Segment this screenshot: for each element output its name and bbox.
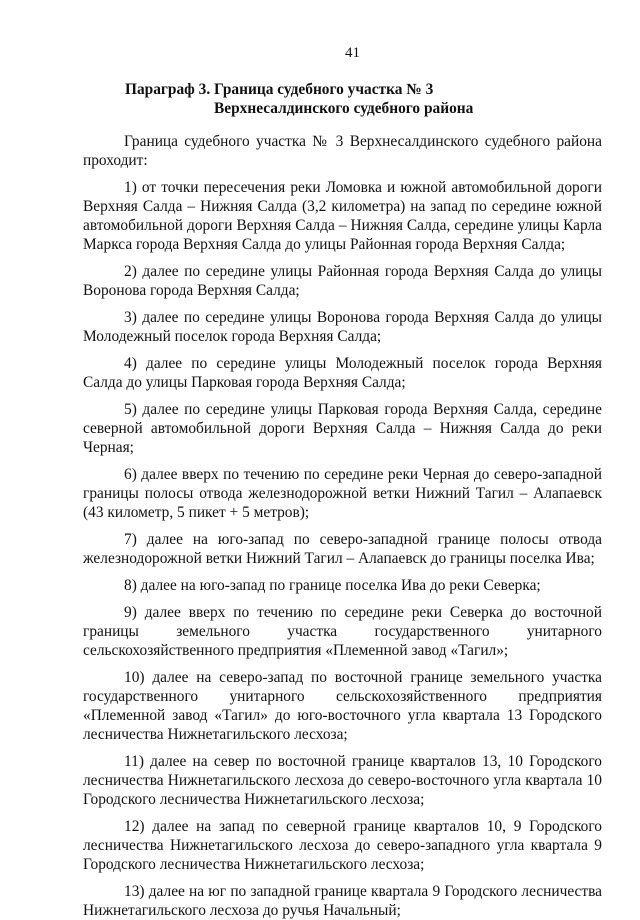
- page-number: 41: [345, 45, 360, 61]
- list-item: 1) от точки пересечения реки Ломовка и южной автомобильной дороги Верхняя Салда – Нижняя Салда (3,2 километра) на запад по середине южной автомобильной дороги Верхняя Салда – Нижняя Салда, середине улицы Карла Маркса города Верхняя Салда до улицы Районная города Верхняя Салда;: [83, 179, 602, 253]
- list-item: 12) далее на запад по северной границе кварталов 10, 9 Городского лесничества Нижнетагильского лесхоза до северо-западного угла квартала 9 Городского лесничества Нижнетагильского лесхоза;: [83, 818, 602, 873]
- list-item: 13) далее на юг по западной границе квартала 9 Городского лесничества Нижнетагильского лесхоза до ручья Начальный;: [83, 883, 602, 919]
- list-item: 8) далее на юго-запад по границе поселка Ива до реки Северка;: [124, 577, 541, 594]
- section-heading: [83, 80, 602, 118]
- list-item: 2) далее по середине улицы Районная города Верхняя Салда до улицы Воронова города Верхняя Салда;: [83, 263, 602, 299]
- list-item: 5) далее по середине улицы Парковая города Верхняя Салда, середине северной автомобильной дороги Верхняя Салда – Нижняя Салда до реки Черная;: [83, 401, 602, 456]
- list-item: 10) далее на северо-запад по восточной границе земельного участка государственного унитарного сельскохозяйственного предприятия «Племенной завод «Тагил» до юго-восточного угла квартала 13 Городского лесничества Нижнетагильского лесхоза;: [83, 669, 602, 743]
- list-item: 3) далее по середине улицы Воронова города Верхняя Салда до улицы Молодежный поселок города Верхняя Салда;: [83, 309, 602, 345]
- boundary-list: [83, 178, 602, 920]
- list-item: 11) далее на север по восточной границе кварталов 13, 10 Городского лесничества Нижнетагильского лесхоза до северо-восточного угла квартала 10 Городского лесничества Нижнетагильского лесхоза;: [83, 753, 602, 808]
- list-item: 6) далее вверх по течению по середине реки Черная до северо-западной границы полосы отвода железнодорожной ветки Нижний Тагил – Алапаевск (43 километр, 5 пикет + 5 метров);: [83, 466, 602, 521]
- intro-paragraph: Граница судебного участка № 3 Верхнесалдинского судебного района проходит:: [83, 133, 602, 169]
- heading-line-2: Верхнесалдинского судебного района: [214, 100, 474, 117]
- list-item: 9) далее вверх по течению по середине реки Северка до восточной границы земельного участка государственного унитарного сельскохозяйственного предприятия «Племенной завод «Тагил»;: [83, 604, 602, 659]
- list-item: 7) далее на юго-запад по северо-западной границе полосы отвода железнодорожной ветки Нижний Тагил – Алапаевск до границы поселка Ива;: [83, 531, 602, 567]
- list-item: 4) далее по середине улицы Молодежный поселок города Верхняя Салда до улицы Парковая города Верхняя Салда;: [83, 355, 602, 391]
- heading-line-1: Параграф 3. Граница судебного участка № 3: [125, 81, 434, 98]
